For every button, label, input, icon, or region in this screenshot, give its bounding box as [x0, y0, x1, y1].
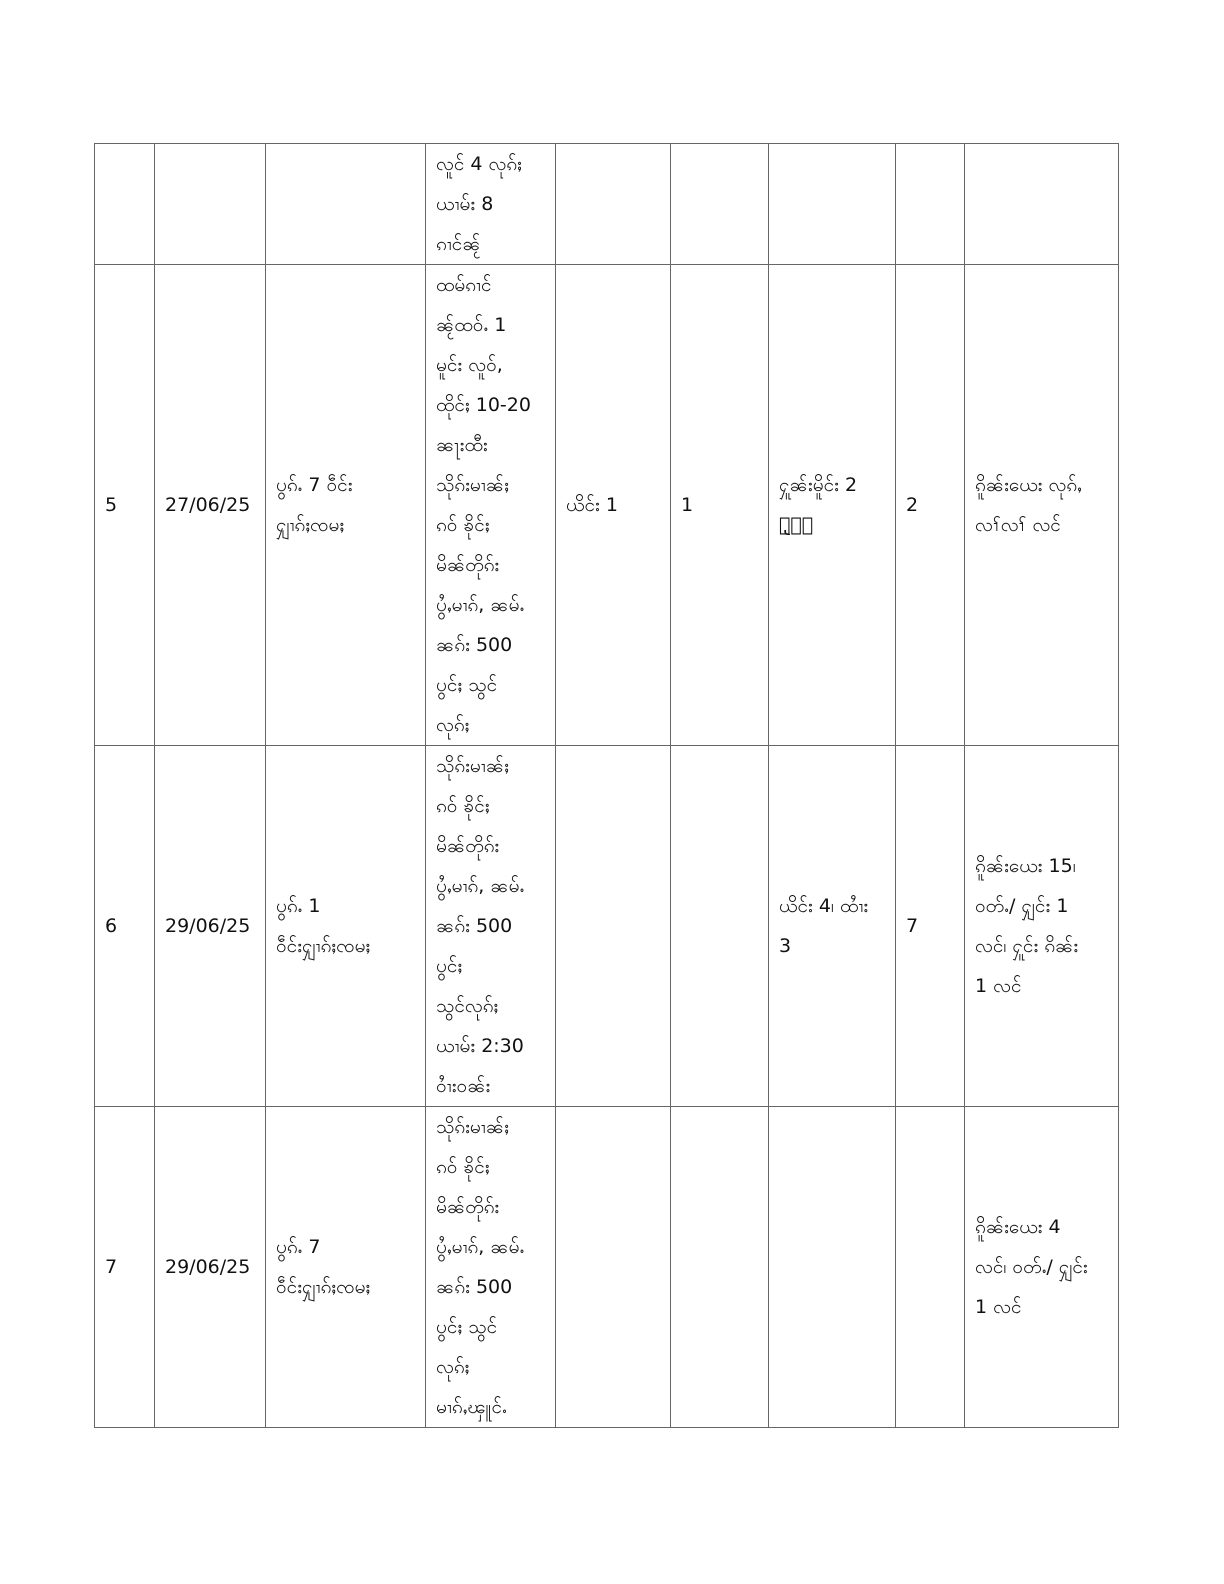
cell-no: 7 — [95, 1107, 155, 1428]
text-line: မိၼ်တိုၵ်း — [436, 1196, 500, 1218]
cell-place — [266, 1107, 426, 1428]
text-line: ပွၵ်ႉ 7 — [276, 1236, 321, 1258]
text-line: ဝဵင်းႁျၢၵ်ႈၸမႈ — [276, 1276, 371, 1298]
cell-c6 — [671, 144, 769, 265]
text-line: ႁျၢၵ်ႈၸမႈ — [276, 514, 345, 536]
cell-c9 — [965, 746, 1119, 1107]
text-line: ထိုင်ႈ 10-20 — [436, 394, 531, 416]
text-line: ပွင်ႈ သွင် — [436, 674, 498, 696]
table-row — [95, 265, 1119, 746]
cell-c5 — [556, 746, 671, 1107]
cell-no — [95, 144, 155, 265]
text-line: ဝၢႆးဝၼ်း — [436, 1075, 491, 1097]
cell-place — [266, 144, 426, 265]
text-line: ၼႃးထီး — [436, 434, 488, 456]
cell-c6: 1 — [671, 265, 769, 746]
cell-c8 — [896, 144, 965, 265]
text-line: မိၼ်တိုၵ်း — [436, 554, 500, 576]
text-line: ဝတ်ႉ/ ႁျင်း 1 — [975, 895, 1069, 917]
text-line: လင်၊ ဝတ်ႉ/ ႁျင်း — [975, 1256, 1088, 1278]
text-line: သိုၵ်းမၢၼ်ႈ — [436, 755, 509, 777]
text-line: ပွၵ်ႉ 7 ဝဵင်း — [276, 474, 353, 496]
cell-place — [266, 746, 426, 1107]
cell-c8 — [896, 1107, 965, 1428]
cell-c8: 2 — [896, 265, 965, 746]
cell-details — [426, 265, 556, 746]
cell-date: 29/06/25 — [155, 746, 266, 1107]
text-line: ၼၵ်း 500 — [436, 915, 513, 937]
cell-c7 — [769, 265, 896, 746]
text-line: ၵၢင်ၼႂ် — [436, 233, 481, 255]
text-line: ပွင်ႈ သွင် — [436, 1316, 498, 1338]
text-line: လၢ်လၢ် လင် — [975, 514, 1061, 536]
cell-date: 29/06/25 — [155, 1107, 266, 1428]
cell-no: 5 — [95, 265, 155, 746]
text-line: ယိင်း 4၊ ထၢႆး — [779, 895, 869, 917]
text-line: ယၢမ်း 2:30 — [436, 1035, 524, 1057]
cell-c5: ယိင်း 1 — [556, 265, 671, 746]
text-line: 3 — [779, 935, 792, 957]
incident-table — [94, 143, 1119, 1428]
text-line: ၵဝ် ၶိုင်ႈ — [436, 795, 490, 817]
text-line: ၼၵ်း 500 — [436, 634, 513, 656]
text-line: 1 လင် — [975, 1296, 1022, 1318]
text-line: ယၢမ်း 8 — [436, 193, 494, 215]
text-line: ၵိူၼ်းယေး 15၊ — [975, 855, 1076, 877]
text-line: ၵိူၼ်းယေး 4 — [975, 1216, 1061, 1238]
cell-no: 6 — [95, 746, 155, 1107]
text-line: မၢၵ်ႇၾူင်ႉ — [436, 1396, 507, 1418]
text-line: လုၵ်ႈ — [436, 714, 470, 736]
cell-details — [426, 1107, 556, 1428]
cell-c7 — [769, 1107, 896, 1428]
cell-date — [155, 144, 266, 265]
cell-details — [426, 144, 556, 265]
text-line: သိုၵ်းမၢၼ်ႈ — [436, 474, 509, 496]
text-line: ႁူၼ်းမိူင်း 2 — [779, 474, 858, 496]
text-line: မိၼ်တိုၵ်း — [436, 835, 500, 857]
text-line: ထမ်ၵၢင် — [436, 274, 492, 296]
cell-c6 — [671, 1107, 769, 1428]
cell-c7 — [769, 746, 896, 1107]
cell-c5 — [556, 1107, 671, 1428]
text-line: လူင် 4 လုၵ်ႈ — [436, 153, 522, 175]
text-line: ၵဝ် ၶိုင်ႈ — [436, 514, 490, 536]
text-line: မူင်း လူဝ်, — [436, 354, 503, 376]
table-row — [95, 1107, 1119, 1428]
text-line: ၵ̢ႃႉ — [779, 514, 814, 536]
text-line: ပွႆႇမၢၵ်, ၼမ်ႉ — [436, 594, 525, 616]
cell-c6 — [671, 746, 769, 1107]
text-line: 1 လင် — [975, 975, 1022, 997]
text-line: ၵဝ် ၶိုင်ႈ — [436, 1156, 490, 1178]
cell-date: 27/06/25 — [155, 265, 266, 746]
text-line: ၵိူၼ်းယေး လုၵ်ႇ — [975, 474, 1082, 496]
text-line: သွင်လုၵ်ႈ — [436, 995, 499, 1017]
cell-c9 — [965, 265, 1119, 746]
table-row — [95, 746, 1119, 1107]
table-row — [95, 144, 1119, 265]
cell-place — [266, 265, 426, 746]
cell-c9 — [965, 1107, 1119, 1428]
cell-c5 — [556, 144, 671, 265]
cell-c7 — [769, 144, 896, 265]
text-line: ပွႆႇမၢၵ်, ၼမ်ႉ — [436, 875, 525, 897]
text-line: ပွၵ်ႉ 1 — [276, 895, 321, 917]
text-line: လင်၊ ႁူင်း ၵိၼ်း — [975, 935, 1079, 957]
text-line: လုၵ်ႈ — [436, 1356, 470, 1378]
cell-details — [426, 746, 556, 1107]
text-line: ပွင်ႈ — [436, 955, 463, 977]
text-line: သိုၵ်းမၢၼ်ႈ — [436, 1116, 509, 1138]
cell-c8: 7 — [896, 746, 965, 1107]
cell-c9 — [965, 144, 1119, 265]
text-line: ၼႂ်ထဝ်ႉ 1 — [436, 314, 507, 336]
text-line: ပွႆႇမၢၵ်, ၼမ်ႉ — [436, 1236, 525, 1258]
text-line: ဝဵင်းႁျၢၵ်ႈၸမႈ — [276, 935, 371, 957]
text-line: ၼၵ်း 500 — [436, 1276, 513, 1298]
